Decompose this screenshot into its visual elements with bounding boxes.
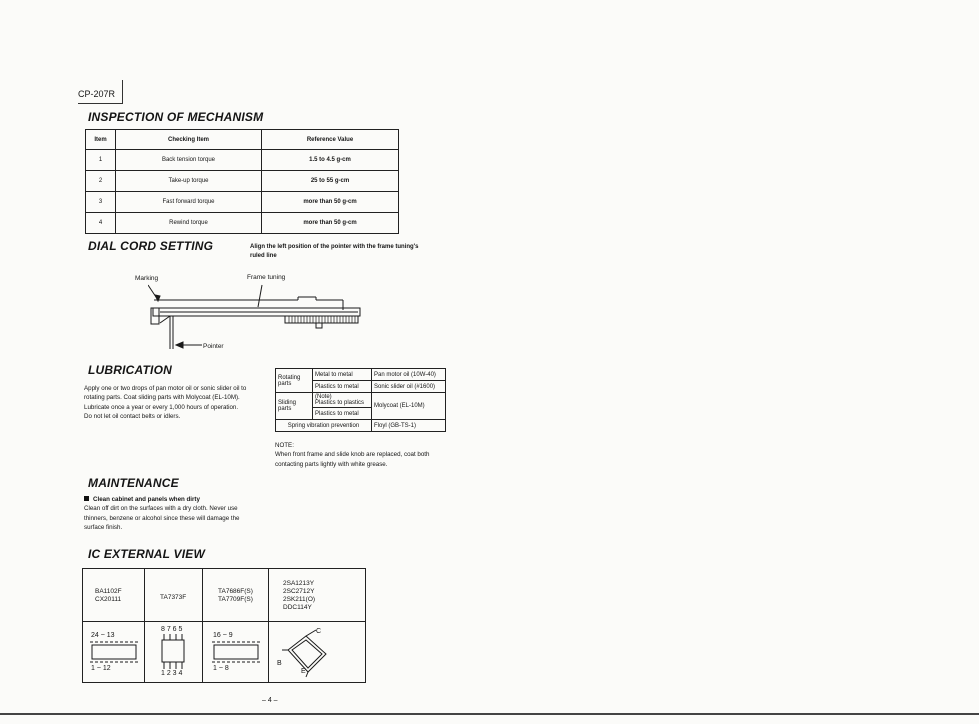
cell-item: 1 — [86, 150, 116, 171]
part-number: 2SC2712Y — [283, 588, 315, 595]
ic-view-col-divider — [144, 568, 145, 683]
col-header-checking-item: Checking Item — [116, 130, 262, 150]
note-title: NOTE: — [275, 442, 294, 449]
cell-checking-item: Back tension torque — [116, 150, 262, 171]
ic-view-divider — [82, 621, 366, 622]
ic-view-col-divider — [202, 568, 203, 683]
text-line: Lubricate once a year or every 1,000 hours of operation. — [84, 403, 239, 411]
text-line: Clean off dirt on the surfaces with a dry cloth. Never use — [84, 505, 238, 513]
part-number: 2SA1213Y — [283, 580, 315, 587]
pkg2-bottom-pins: 1 2 3 4 — [161, 670, 183, 677]
dial-cord-instruction-line2: ruled line — [250, 253, 277, 259]
dial-cord-title: DIAL CORD SETTING — [88, 239, 214, 253]
header-rule-horizontal — [78, 103, 123, 104]
cell-spring-prevention: Spring vibration prevention — [276, 420, 372, 432]
bullet-square-icon — [84, 496, 89, 501]
cell-item: 3 — [86, 192, 116, 213]
scale-tab — [316, 323, 322, 328]
cell-item: 4 — [86, 213, 116, 234]
text-line: thinners, benzene or alcohol since these will damage the — [84, 514, 240, 522]
cell-rotating-parts: Rotating parts — [276, 369, 313, 393]
pkg4-transistor-drawing — [276, 628, 336, 678]
cell-reference-value: more than 50 g-cm — [262, 192, 399, 213]
ic-part-numbers-col2 — [160, 594, 186, 602]
lubrication-table — [275, 368, 446, 432]
cell-reference-value: 25 to 55 g-cm — [262, 171, 399, 192]
cell-checking-item: Take-up torque — [116, 171, 262, 192]
table-row — [276, 369, 446, 381]
part-number: DDC114Y — [283, 604, 312, 611]
cell-lubricant: Pan motor oil (10W-40) — [372, 369, 446, 381]
scale-ticks — [289, 316, 355, 323]
lubrication-body — [84, 384, 274, 421]
model-number: CP-207R — [78, 89, 116, 99]
pointer-arrowhead — [176, 342, 183, 348]
inspection-title: INSPECTION OF MECHANISM — [88, 110, 264, 124]
maintenance-subheading — [84, 495, 274, 504]
pkg4-base-label: B — [277, 660, 282, 667]
part-number: CX20111 — [95, 596, 122, 603]
pkg2-sop8-drawing — [158, 634, 188, 670]
table-row — [86, 192, 399, 213]
pkg3-sop16-drawing — [210, 640, 262, 666]
note-line: When front frame and slide knob are replaced, coat both — [275, 451, 430, 459]
ic-view-title: IC EXTERNAL VIEW — [88, 547, 205, 561]
ic-part-numbers-col3 — [218, 588, 253, 604]
pkg1-top-pins: 24 ~ 13 — [91, 632, 115, 639]
dial-cord-diagram — [148, 283, 368, 358]
col-header-item: Item — [86, 130, 116, 150]
lubrication-title: LUBRICATION — [88, 363, 172, 377]
dial-cord-instruction-line1: Align the left position of the pointer with the frame tuning's — [250, 244, 419, 250]
table-row — [276, 420, 446, 432]
subheading-text: Clean cabinet and panels when dirty — [93, 496, 200, 503]
pkg4-emitter-label: E — [301, 668, 306, 675]
label-pointer: Pointer — [203, 343, 224, 350]
lubrication-note — [275, 441, 475, 469]
table-row — [86, 150, 399, 171]
cell-contact — [313, 393, 372, 408]
label-frame-tuning: Frame tuning — [247, 274, 286, 281]
pkg2-top-pins: 8 7 6 5 — [161, 626, 183, 633]
ic-part-numbers-col1 — [95, 588, 122, 604]
frame-tuning-leader — [258, 285, 262, 307]
cell-contact: Plastics to metal — [313, 408, 372, 420]
cell-sliding-parts: Sliding parts — [276, 393, 313, 420]
pkg1-sop24-drawing — [88, 640, 140, 666]
text-line: Do not let oil contact belts or idlers. — [84, 412, 181, 420]
part-number: TA7373F — [160, 594, 187, 601]
maintenance-body — [84, 495, 274, 532]
pkg3-bottom-pins: 1 ~ 8 — [213, 665, 229, 672]
text-line: surface finish. — [84, 523, 123, 531]
ic-part-numbers-col4 — [283, 580, 315, 612]
header-rule-vertical — [122, 80, 123, 104]
table-header-row — [86, 130, 399, 150]
note-line: contacting parts lightly with white grease. — [275, 460, 388, 468]
table-row — [86, 171, 399, 192]
contact-text: Plastics to plastics — [315, 400, 365, 406]
table-row — [86, 213, 399, 234]
table-row — [276, 393, 446, 408]
part-number: TA7686F(S) — [218, 588, 253, 595]
scan-edge-rule — [0, 713, 979, 715]
cell-contact: Metal to metal — [313, 369, 372, 381]
maintenance-title: MAINTENANCE — [88, 476, 179, 490]
text-line: Apply one or two drops of pan motor oil or sonic slider oil to — [84, 385, 247, 392]
note-marker: (Note) — [315, 394, 332, 400]
cell-lubricant: Molycoat (EL-10M) — [372, 393, 446, 420]
part-number: TA7709F(S) — [218, 596, 253, 603]
part-number: BA1102F — [95, 588, 122, 595]
cell-checking-item: Rewind torque — [116, 213, 262, 234]
pkg4-collector-label: C — [316, 628, 322, 635]
ic-view-col-divider — [268, 568, 269, 683]
part-number: 2SK211(O) — [283, 596, 316, 603]
cell-lubricant: Sonic slider oil (#1600) — [372, 381, 446, 393]
scale-bar — [285, 316, 358, 323]
cell-reference-value: 1.5 to 4.5 g-cm — [262, 150, 399, 171]
pkg1-bottom-pins: 1 ~ 12 — [91, 665, 111, 672]
cell-reference-value: more than 50 g-cm — [262, 213, 399, 234]
dial-cord-instruction — [250, 243, 418, 261]
pkg3-top-pins: 16 ~ 9 — [213, 632, 233, 639]
cell-contact: Plastics to metal — [313, 381, 372, 393]
inspection-table — [85, 129, 399, 234]
page-number: – 4 – — [262, 697, 278, 704]
label-marking: Marking — [135, 275, 159, 282]
cell-checking-item: Fast forward torque — [116, 192, 262, 213]
cell-lubricant: Floyl (GB-TS-1) — [372, 420, 446, 432]
text-line: rotating parts. Coat sliding parts with Molycoat (EL-10M). — [84, 394, 240, 402]
cell-item: 2 — [86, 171, 116, 192]
col-header-reference-value: Reference Value — [262, 130, 399, 150]
